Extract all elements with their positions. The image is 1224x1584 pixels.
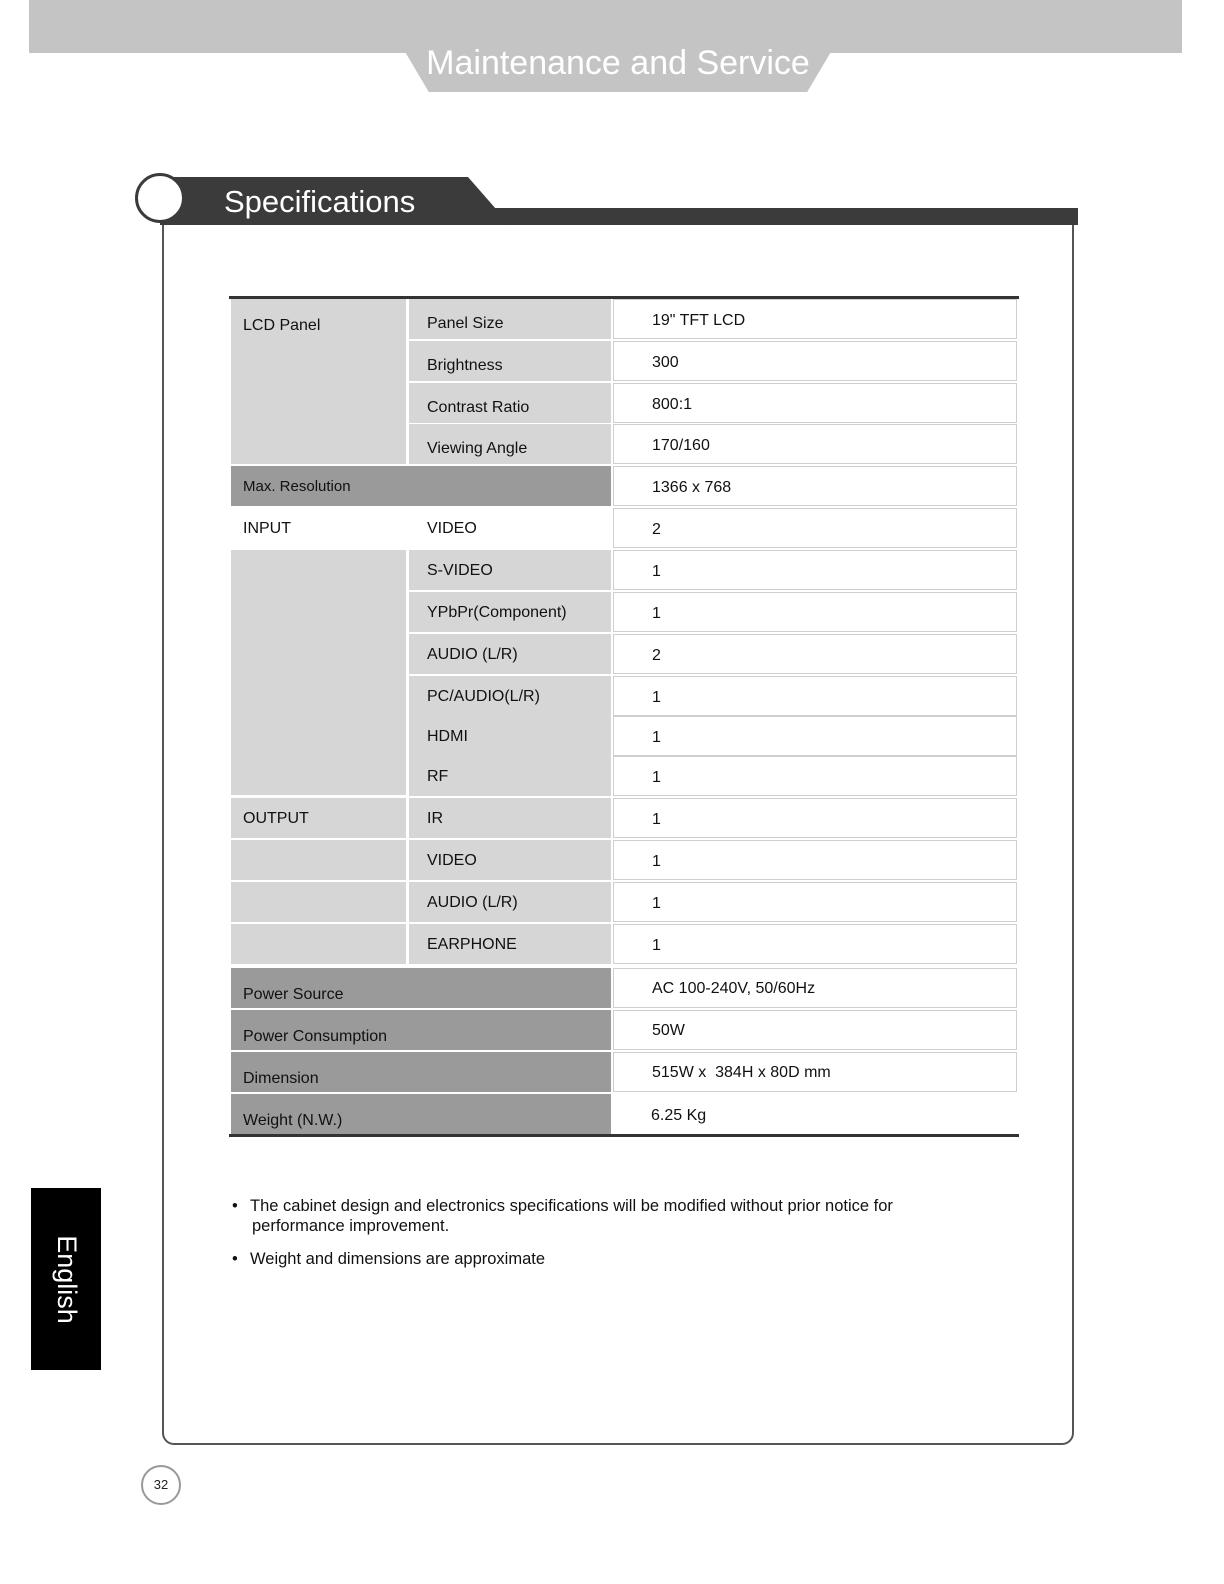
spec-value-cell [613,383,1017,423]
spec-value-cell [613,424,1017,464]
spec-label-cell [409,716,611,756]
language-tab-label: English [51,1234,82,1324]
bullet-icon: • [232,1250,238,1268]
spec-value: 2 [652,647,661,664]
group-cell-output-fill [231,882,406,922]
spec-label: Viewing Angle [427,440,528,457]
spec-value-cell [613,592,1017,632]
table-bottom-rule [229,1134,1019,1137]
spec-value-cell [613,508,1017,548]
spec-label-cell [409,798,611,838]
spec-value: 1 [652,769,661,786]
spec-label-cell-max-resolution [231,466,611,506]
note-text-line: The cabinet design and electronics specifications will be modified without prior notice for [250,1197,893,1215]
spec-value-cell [613,341,1017,381]
spec-value: 50W [652,1022,685,1039]
spec-value-cell [613,1094,1017,1134]
spec-label-cell [409,299,611,339]
group-cell-input [231,508,406,548]
spec-label-cell [409,882,611,922]
spec-label: YPbPr(Component) [427,604,567,621]
spec-label-cell [409,341,611,381]
spec-value: 1 [652,689,661,706]
spec-label-cell-dimension [231,1052,611,1092]
spec-value-cell [613,676,1017,716]
group-cell-output-fill [231,840,406,880]
spec-label: EARPHONE [427,936,517,953]
spec-label-cell [409,508,611,548]
group-label: OUTPUT [243,810,309,827]
spec-value-cell [613,716,1017,756]
spec-label: VIDEO [427,852,477,869]
spec-value: AC 100-240V, 50/60Hz [652,980,816,997]
spec-value-cell [613,968,1017,1008]
notes-list [232,1196,932,1282]
spec-label: AUDIO (L/R) [427,646,518,663]
spec-label: Weight (N.W.) [243,1112,343,1129]
spec-value: 800:1 [652,396,693,413]
spec-value: 1 [652,563,661,580]
spec-label-cell [409,756,611,796]
spec-value: 1 [652,853,661,870]
spec-value-cell [613,299,1017,339]
page-title: Specifications [224,184,416,219]
spec-value: 515W x 384H x 80D mm [652,1064,831,1081]
spec-value-cell [613,756,1017,796]
spec-label-cell [409,840,611,880]
spec-value: 1 [652,729,661,746]
page-number: 32 [141,1465,181,1505]
spec-label: Power Source [243,986,344,1003]
spec-label-cell [409,424,611,464]
spec-label-cell [409,634,611,674]
spec-value-cell [613,550,1017,590]
note-text-line: Weight and dimensions are approximate [250,1250,546,1268]
spec-label: AUDIO (L/R) [427,894,518,911]
spec-value-cell [613,1052,1017,1092]
spec-label-cell-weight [231,1094,611,1134]
spec-label-cell-power-source [231,968,611,1008]
spec-label: VIDEO [427,520,477,537]
note-item [232,1196,932,1236]
spec-label-cell [409,924,611,964]
spec-label-cell-power-consumption [231,1010,611,1050]
spec-label: PC/AUDIO(L/R) [427,688,540,705]
spec-value: 1366 x 768 [652,479,732,496]
spec-label-cell [409,676,611,716]
spec-value: 1 [652,605,661,622]
note-item [232,1249,932,1269]
spec-label: Contrast Ratio [427,399,530,416]
spec-label: IR [427,810,443,827]
spec-value-cell [613,924,1017,964]
spec-value-cell [613,798,1017,838]
bullet-icon: • [232,1197,238,1215]
spec-value-cell [613,882,1017,922]
spec-value: 300 [652,354,679,371]
spec-label: HDMI [427,728,468,745]
spec-label-cell [409,592,611,632]
spec-label-cell [409,383,611,423]
group-cell-input-fill [231,550,406,795]
spec-value: 1 [652,937,661,954]
spec-value: 1 [652,895,661,912]
spec-label: S-VIDEO [427,562,493,579]
language-tab-label-wrap [31,1188,101,1370]
spec-label: Dimension [243,1070,319,1087]
heading-circle-icon [135,173,185,223]
spec-value: 19" TFT LCD [652,312,746,329]
spec-value-cell [613,634,1017,674]
spec-value: 6.25 Kg [651,1107,707,1124]
spec-label: Max. Resolution [243,478,351,495]
spec-value-cell [613,1010,1017,1050]
group-label: LCD Panel [243,317,321,334]
spec-value: 2 [652,521,661,538]
spec-value-cell [613,840,1017,880]
specifications-table [229,296,1019,1138]
group-cell-lcd-panel [231,299,406,464]
spec-label: Panel Size [427,315,504,332]
section-title: Maintenance and Service [426,44,810,82]
spec-value: 1 [652,811,661,828]
group-cell-output-fill [231,924,406,964]
spec-value-cell [613,466,1017,506]
spec-value: 170/160 [652,437,710,454]
spec-label: Power Consumption [243,1028,388,1045]
spec-label: RF [427,768,449,785]
group-cell-output [231,798,406,838]
spec-label-cell [409,550,611,590]
spec-label: Brightness [427,357,503,374]
group-label: INPUT [243,520,291,537]
note-text-line: performance improvement. [252,1217,450,1235]
